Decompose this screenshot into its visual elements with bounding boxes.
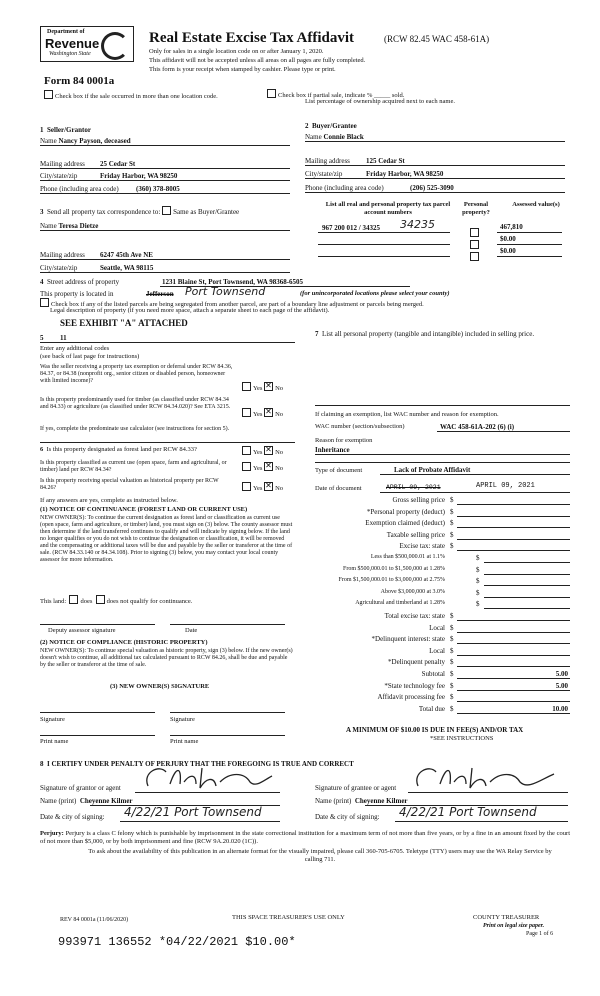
- seller-heading: [40, 126, 91, 134]
- grantee-name-label: Name (print): [315, 797, 352, 805]
- does-not-checkbox[interactable]: [96, 595, 105, 604]
- q1-no-checkbox[interactable]: [264, 382, 273, 391]
- no-label: No: [275, 485, 284, 492]
- seller-name[interactable]: Nancy Payson, deceased: [58, 137, 131, 145]
- notice1-body: NEW OWNER(S): To continue the current designation as forest land or classification as current use (open space, farm and agriculture, or timber) land, you must sign on (3) below. The county assessor must then determine if the land transferred continues to qualify and will indicate by signing below. If the land no longer qualifies or you do not wish to continue the designation or classification, it will be removed and the compensating or additional taxes will be due and payable by the seller or transferor at the time of sale. (RCW 84.33.140 or 84.34.108). Prior to signing (3) below, you may contact your local county assessor for more information.: [40, 515, 293, 563]
- divider: [305, 165, 565, 166]
- tax-row-line: [484, 585, 570, 586]
- tax-row-line: [484, 562, 570, 563]
- legal-size-note: Print on legal size paper.: [483, 923, 545, 929]
- does-not-label: does not qualify for continuance.: [106, 598, 193, 605]
- tax-row-line: [457, 713, 570, 714]
- correspondence-city[interactable]: Seattle, WA 98115: [100, 264, 154, 272]
- currency-sign: $: [450, 612, 454, 620]
- correspondence-name[interactable]: Teresa Dietze: [58, 222, 99, 230]
- seller-city[interactable]: Friday Harbor, WA 98250: [100, 172, 178, 180]
- see-exhibit: SEE EXHIBIT "A" ATTACHED: [60, 318, 188, 328]
- seller-city-label: City/state/zip: [40, 172, 78, 180]
- current-use-yes-checkbox[interactable]: [242, 462, 251, 471]
- tax-row-label: Exemption claimed (deduct): [365, 519, 445, 527]
- assessed-3[interactable]: $0.00: [500, 247, 516, 255]
- tax-row-label: Total due: [418, 705, 445, 713]
- tax-row-label: Local: [429, 647, 445, 655]
- property-address-label: Street address of property: [47, 278, 120, 286]
- deputy-signature-label: Deputy assessor signature: [48, 627, 116, 634]
- tax-row-label: *Delinquent interest: state: [371, 635, 445, 643]
- currency-sign: $: [450, 647, 454, 655]
- buyer-heading-label: Buyer/Grantee: [312, 122, 357, 130]
- no-label: No: [275, 449, 284, 456]
- logo-dept: Department of: [47, 29, 85, 35]
- header-note-3: This form is your receipt when stamped by cashier. Please type or print.: [149, 66, 336, 73]
- receipt-stamp: 993971 136552 *04/22/2021 $10.00*: [58, 935, 296, 949]
- located-city-handwritten[interactable]: Port Townsend: [185, 285, 266, 298]
- correspondence-label: Send all property tax correspondence to:: [47, 208, 161, 216]
- county-treasurer: COUNTY TREASURER: [473, 914, 540, 921]
- tax-row-line: [457, 620, 570, 621]
- buyer-phone-label: Phone (including area code): [305, 184, 384, 192]
- parcel-col-header: List all real and personal property tax parcel account numbers: [325, 201, 451, 216]
- partial-sale-checkbox[interactable]: [267, 89, 276, 98]
- tax-row-label: Agricultural and timberland at 1.28%: [355, 600, 445, 606]
- doc-date-label: Date of document: [315, 485, 362, 492]
- this-land-label: This land:: [40, 598, 67, 605]
- this-land-row: [40, 595, 192, 606]
- see-instructions: *SEE INSTRUCTIONS: [430, 735, 494, 742]
- form-title: Real Estate Excise Tax Affidavit: [149, 30, 354, 46]
- form-statute: (RCW 82.45 WAC 458-61A): [384, 34, 490, 44]
- tax-row-value[interactable]: 5.00: [555, 682, 568, 690]
- yes-label: Yes: [253, 385, 263, 392]
- correspondence-name-row: [40, 222, 98, 230]
- tax-row-label: *Delinquent penalty: [388, 658, 445, 666]
- assessed-1[interactable]: 467,810: [500, 223, 523, 231]
- property-address[interactable]: 1231 Blaine St, Port Townsend, WA 98368-6505: [162, 278, 304, 286]
- correspondence-mail[interactable]: 6247 45th Ave NE: [100, 251, 153, 259]
- yes-label: Yes: [253, 485, 263, 492]
- divider: [40, 259, 290, 260]
- no-label: No: [275, 465, 284, 472]
- doc-type-label: Type of document: [315, 467, 363, 474]
- buyer-mail[interactable]: 125 Cedar St: [366, 157, 405, 165]
- currency-sign: $: [450, 624, 454, 632]
- divider: [40, 342, 295, 343]
- partial-sale-label: Check box if partial sale, indicate % _____ sold.: [278, 92, 405, 99]
- section7-label: List all personal property (tangible and intangible) included in selling price.: [322, 330, 535, 338]
- tax-row-label: Excise tax: state: [399, 542, 445, 550]
- additional-codes[interactable]: 11: [60, 334, 67, 342]
- current-use-no-checkbox[interactable]: [264, 462, 273, 471]
- tax-row-line: [457, 690, 570, 691]
- rev-number: REV 84 0001a (11/06/2020): [60, 917, 129, 923]
- currency-sign: $: [450, 519, 454, 527]
- codes-note: (see back of last page for instructions): [40, 353, 140, 360]
- currency-sign: $: [450, 635, 454, 643]
- q2-no-checkbox[interactable]: [264, 408, 273, 417]
- exemption-label: If claiming an exemption, list WAC number and reason for exemption.: [315, 411, 499, 418]
- section6-q2: Is this property classified as current use (open space, farm and agricultural, or timber) land per RCW 84.34?: [40, 460, 227, 473]
- divider: [380, 492, 570, 493]
- perjury-text: Perjury is a class C felony which is punishable by imprisonment in the state correctional institution for a maximum term of not more than five years, or by a fine in an amount fixed by the court of not more than $5,000, or by both imprisonment and fine (RCW 9A.20.020 (1C)).: [40, 830, 570, 845]
- tax-row-label: Local: [429, 624, 445, 632]
- parcel-1-handwritten: 34235: [400, 218, 435, 231]
- divider: [170, 735, 285, 736]
- segregated-checkbox[interactable]: [40, 298, 49, 307]
- currency-sign: $: [450, 542, 454, 550]
- currency-sign: $: [450, 531, 454, 539]
- currency-sign: $: [476, 577, 480, 585]
- section5-num: 5: [40, 334, 44, 342]
- grantor-name[interactable]: Cheyenne Kilmer: [79, 797, 133, 805]
- grantor-date-city[interactable]: 4/22/21 Port Townsend: [124, 805, 262, 819]
- grantee-signature[interactable]: [410, 762, 560, 794]
- does-label: does: [80, 598, 93, 605]
- same-as-buyer-label: Same as Buyer/Grantee: [173, 208, 240, 216]
- tax-row-label: *State technology fee: [384, 682, 445, 690]
- located-label: This property is located in: [40, 290, 114, 298]
- tax-row-line: [457, 643, 570, 644]
- correspondence-city-label: City/state/zip: [40, 264, 78, 272]
- legal-description-label: Legal description of property (if you need more space, attach a separate sheet to each page of the affidavit).: [50, 307, 330, 314]
- same-as-buyer-checkbox[interactable]: [162, 206, 171, 215]
- tax-row-line: [457, 539, 570, 540]
- minimum-note: A MINIMUM OF $10.00 IS DUE IN FEE(S) AND/OR TAX: [346, 726, 524, 734]
- divider: [497, 232, 562, 233]
- tax-row-label: Subtotal: [421, 670, 445, 678]
- tax-row-label: From $1,500,000.01 to $3,000,000 at 2.75%: [338, 577, 445, 583]
- header-note-1: Only for sales in a single location code on or after January 1, 2020.: [149, 48, 324, 55]
- tax-row-line: [457, 550, 570, 551]
- logo-swoosh-icon: [101, 32, 129, 60]
- notice2-title: (2) NOTICE OF COMPLIANCE (HISTORIC PROPERTY): [40, 639, 208, 646]
- tax-row-line: [484, 574, 570, 575]
- tax-row-line: [457, 666, 570, 667]
- divider: [497, 244, 562, 245]
- historic-yes-checkbox[interactable]: [242, 482, 251, 491]
- located-note: (for unincorporated locations please select your county): [300, 290, 450, 297]
- yes-label: Yes: [253, 465, 263, 472]
- tax-row-label: Less than $500,000.01 at 1.1%: [370, 554, 445, 560]
- currency-sign: $: [450, 658, 454, 666]
- seller-mail[interactable]: 25 Cedar St: [100, 160, 136, 168]
- section5-q1-answer: [242, 382, 283, 393]
- currency-sign: $: [450, 693, 454, 701]
- seller-name-label: Name: [40, 137, 57, 145]
- grantee-name[interactable]: Cheyenne Kilmer: [354, 797, 408, 805]
- doc-date[interactable]: APRIL 09, 2021: [476, 482, 535, 490]
- section6-q4: If any answers are yes, complete as instructed below.: [40, 497, 178, 504]
- grantor-sig-label: Signature of grantor or agent: [40, 784, 121, 792]
- owner-signature-label-2: Signature: [170, 716, 195, 723]
- divider: [315, 405, 570, 406]
- tax-row-value[interactable]: 10.00: [552, 705, 568, 713]
- notice1-title: (1) NOTICE OF CONTINUANCE (FOREST LAND OR CURRENT USE): [40, 506, 248, 513]
- doc-date-struck: APRIL 09, 2021: [386, 484, 441, 491]
- tax-row-line: [484, 608, 570, 609]
- tax-row-label: From $500,000.01 to $1,500,000 at 1.28%: [343, 566, 445, 572]
- divider: [318, 256, 450, 257]
- seller-phone[interactable]: (360) 378-8005: [136, 185, 180, 193]
- divider: [305, 178, 565, 179]
- currency-sign: $: [476, 589, 480, 597]
- tax-row-line: [457, 678, 570, 679]
- owner-signature-label-1: Signature: [40, 716, 65, 723]
- doc-type[interactable]: Lack of Probate Affidavit: [394, 466, 471, 474]
- certify-text: I CERTIFY UNDER PENALTY OF PERJURY THAT THE FOREGOING IS TRUE AND CORRECT: [47, 760, 354, 768]
- divider: [170, 712, 285, 713]
- parcel-1[interactable]: 967 200 012 / 34325: [322, 224, 380, 232]
- section6-q1-answer: [242, 446, 283, 457]
- no-label: No: [275, 411, 284, 418]
- deputy-date-label: Date: [185, 627, 198, 634]
- seller-name-row: [40, 137, 131, 145]
- grantor-signature[interactable]: [140, 762, 280, 794]
- tax-row-line: [457, 632, 570, 633]
- perjury-label: Perjury:: [40, 830, 64, 837]
- section3-num: 3: [40, 208, 44, 216]
- divider: [395, 821, 568, 822]
- grantee-sig-label: Signature of grantee or agent: [315, 784, 397, 792]
- historic-no-checkbox[interactable]: [264, 482, 273, 491]
- assessed-col-header: Assessed value(s): [512, 201, 560, 208]
- section6-q2-answer: [242, 462, 283, 473]
- divider: [40, 442, 295, 443]
- yes-label: Yes: [253, 449, 263, 456]
- divider: [315, 454, 570, 455]
- grantor-date-label: Date & city of signing:: [40, 813, 105, 821]
- page-number: Page 1 of 6: [526, 931, 554, 937]
- divider: [318, 244, 450, 245]
- section7-label-row: [315, 330, 570, 338]
- divider: [170, 624, 285, 625]
- buyer-name-row: [305, 133, 364, 141]
- tax-row-line: [457, 516, 570, 517]
- q2-yes-checkbox[interactable]: [242, 408, 251, 417]
- grantee-date-city[interactable]: 4/22/21 Port Townsend: [399, 805, 537, 819]
- assessed-2[interactable]: $0.00: [500, 235, 516, 243]
- forest-no-checkbox[interactable]: [264, 446, 273, 455]
- grantor-name-label: Name (print): [40, 797, 77, 805]
- does-checkbox[interactable]: [69, 595, 78, 604]
- tax-row-line: [484, 597, 570, 598]
- divider: [40, 272, 290, 273]
- tax-row-label: Affidavit processing fee: [377, 693, 445, 701]
- notice2-body: NEW OWNER(S): To continue special valuation as historic property, sign (3) below. If the new owner(s) doesn't wish to continue, all additional tax calculated pursuant to RCW 84.26, shall be due and payable by the seller or transferor at the time of sale.: [40, 648, 293, 668]
- partial-sale-sub: List percentage of ownership acquired next to each name.: [305, 98, 455, 105]
- multi-location-check[interactable]: [44, 90, 218, 101]
- section6-q1: Is this property designated as forest land per RCW 84.33?: [46, 446, 197, 453]
- currency-sign: $: [450, 682, 454, 690]
- divider: [380, 474, 570, 475]
- seller-phone-label: Phone (including area code): [40, 185, 119, 193]
- divider: [40, 712, 155, 713]
- treasurer-space: THIS SPACE TREASURER'S USE ONLY: [232, 914, 345, 921]
- segregated-label: Check box if any of the listed parcels are being segregated from another parcel, are part of a boundary line adjustment or parcels being merged.: [51, 301, 424, 308]
- correspondence-row: [40, 206, 239, 216]
- wac-number[interactable]: WAC 458-61A-202 (6) (i): [440, 423, 515, 431]
- currency-sign: $: [476, 600, 480, 608]
- multi-location-label: Check box if the sale occurred in more than one location code.: [55, 93, 218, 100]
- section4-num: 4: [40, 278, 44, 286]
- divider: [40, 735, 155, 736]
- section5-q2: Is this property predominantly used for timber (as classified under RCW 84.34 and 84.33) or agriculture (as classified under RCW 84.34.020)? See ETA 3215.: [40, 397, 231, 410]
- tax-row-line: [457, 527, 570, 528]
- form-number: Form 84 0001a: [44, 75, 115, 87]
- tax-row-label: *Personal property (deduct): [366, 508, 445, 516]
- perjury-row: [40, 830, 570, 845]
- grantee-date-label: Date & city of signing:: [315, 813, 380, 821]
- logo-state: Washington State: [49, 51, 91, 57]
- section7-num: 7: [315, 330, 319, 338]
- seller-heading-label: Seller/Grantor: [47, 126, 91, 134]
- alternate-format: To ask about the availability of this publication in an alternate format for the visually impaired, please call 360-705-6705. Teletype (TTY) users may use the WA Relay Service by calling 711.: [88, 848, 552, 863]
- section5-q2-answer: [242, 408, 283, 419]
- buyer-name[interactable]: Connie Black: [323, 133, 364, 141]
- no-label: No: [275, 385, 284, 392]
- currency-sign: $: [450, 508, 454, 516]
- personal-3-checkbox[interactable]: [470, 247, 481, 265]
- buyer-heading: [305, 122, 357, 130]
- owner-print-name-2: Print name: [170, 738, 199, 745]
- currency-sign: $: [476, 554, 480, 562]
- owner-print-name-1: Print name: [40, 738, 69, 745]
- tax-row-label: Taxable selling price: [386, 531, 445, 539]
- forest-yes-checkbox[interactable]: [242, 446, 251, 455]
- section6-q1-row: [40, 446, 235, 454]
- correspondence-name-label: Name: [40, 222, 57, 230]
- tax-row-label: Above $3,000,000 at 3.0%: [380, 589, 445, 595]
- yes-label: Yes: [253, 411, 263, 418]
- tax-row-label: Gross selling price: [392, 496, 445, 504]
- divider: [305, 141, 565, 142]
- divider: [120, 821, 280, 822]
- logo-revenue: Revenue: [45, 36, 100, 51]
- tax-row-line: [457, 655, 570, 656]
- tax-row-label: Total excise tax: state: [384, 612, 445, 620]
- personal-col-header: Personal property?: [462, 201, 490, 216]
- divider: [318, 232, 450, 233]
- currency-sign: $: [450, 705, 454, 713]
- section6-num: 6: [40, 446, 44, 453]
- reason-value[interactable]: Inheritance: [315, 446, 350, 454]
- seller-mail-label: Mailing address: [40, 160, 85, 168]
- wac-label: WAC number (section/subsection): [315, 423, 405, 430]
- divider: [497, 256, 562, 257]
- codes-label: Enter any additional codes: [40, 345, 110, 352]
- divider: [40, 230, 290, 231]
- owner-signature-title: (3) NEW OWNER(S) SIGNATURE: [110, 683, 210, 690]
- currency-sign: $: [450, 496, 454, 504]
- multi-location-checkbox[interactable]: [44, 90, 53, 99]
- section8-num: 8: [40, 760, 44, 768]
- grantee-name-row: [315, 797, 408, 805]
- section5-q1: Was the seller receiving a property tax exemption or deferral under RCW 84.36, 84.37, or 84.38 (nonprofit org., senior citizen or disabled person, homeowner with limited income)?: [40, 364, 233, 384]
- divider: [40, 168, 290, 169]
- section5-q3: If yes, complete the predominate use calculator (see instructions for section 5).: [40, 426, 230, 432]
- correspondence-mail-label: Mailing address: [40, 251, 85, 259]
- seller-num: 1: [40, 126, 44, 134]
- buyer-mail-label: Mailing address: [305, 157, 350, 165]
- reason-label: Reason for exemption: [315, 437, 373, 444]
- dor-logo: [40, 26, 134, 62]
- tax-row-line: [457, 504, 570, 505]
- buyer-num: 2: [305, 122, 309, 130]
- divider: [40, 624, 155, 625]
- grantor-name-row: [40, 797, 133, 805]
- buyer-name-label: Name: [305, 133, 322, 141]
- currency-sign: $: [450, 670, 454, 678]
- section6-q3: Is this property receiving special valuation as historical property per RCW 84.26?: [40, 478, 219, 491]
- divider: [305, 192, 565, 193]
- buyer-phone[interactable]: (206) 525-3090: [410, 184, 454, 192]
- property-address-row: [40, 278, 119, 286]
- buyer-city[interactable]: Friday Harbor, WA 98250: [366, 170, 444, 178]
- divider: [40, 193, 290, 194]
- q1-yes-checkbox[interactable]: [242, 382, 251, 391]
- buyer-city-label: City/state/zip: [305, 170, 343, 178]
- divider: [315, 462, 570, 463]
- located-county: Jefferson: [146, 290, 174, 298]
- section6-q3-answer: [242, 482, 283, 493]
- divider: [40, 180, 290, 181]
- header-note-2: This affidavit will not be accepted unless all areas on all pages are fully completed.: [149, 57, 366, 64]
- currency-sign: $: [476, 566, 480, 574]
- tax-row-value[interactable]: 5.00: [555, 670, 568, 678]
- divider: [437, 431, 570, 432]
- divider: [40, 145, 290, 146]
- tax-row-line: [457, 701, 570, 702]
